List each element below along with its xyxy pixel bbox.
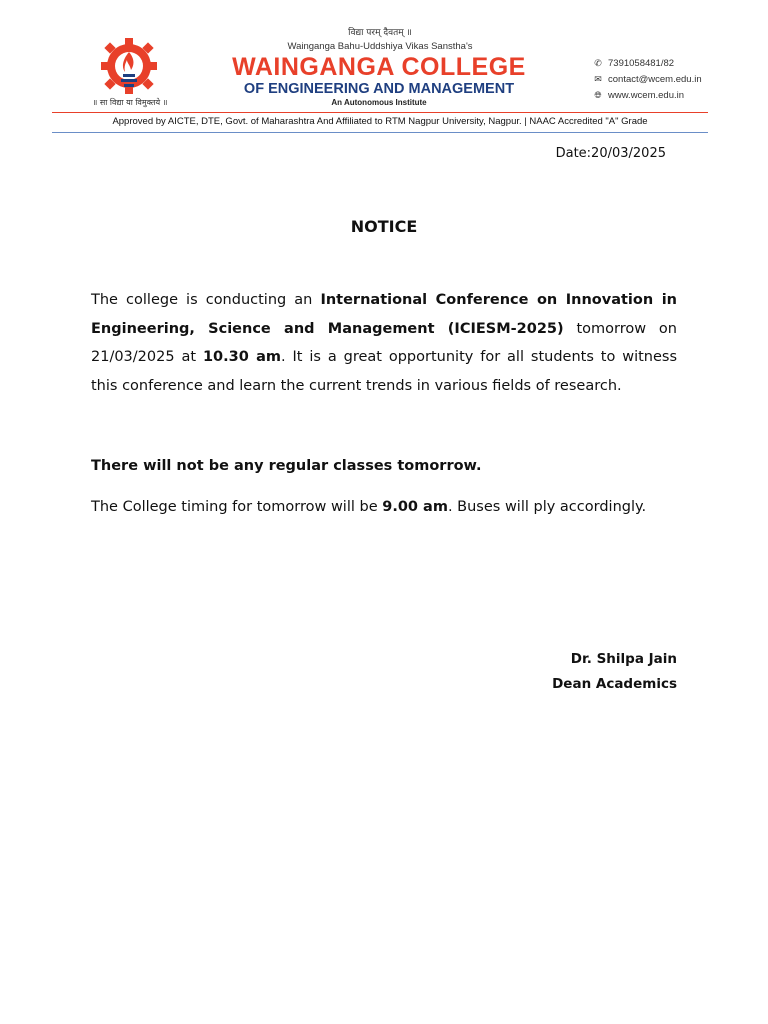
society-name: Wainganga Bahu-Uddshiya Vikas Sanstha's [287,41,473,52]
college-subtitle: OF ENGINEERING AND MANAGEMENT [243,81,515,97]
header-rule-top [52,112,708,113]
timing-statement [91,499,677,515]
contact-website [592,87,732,103]
notice-heading: NOTICE [350,217,418,236]
signatory-name: Dr. Shilpa Jain [570,651,677,667]
accreditation-line: Approved by AICTE, DTE, Govt. of Maharashtra And Affiliated to RTM Nagpur University, Nagpur. | NAAC Accredited "A" Grade [112,116,648,127]
logo-motto: ॥ सा विद्या या विमुक्तये ॥ [92,98,168,107]
email-text[interactable]: contact@wcem.edu.in [608,73,702,85]
conference-name: International Conference on Innovation in Engineering, Science and Management (ICIESM-2025) [91,292,677,337]
contact-block [592,55,732,103]
college-time: 9.00 am [382,499,448,515]
sanskrit-motto: विद्या परम् दैवतम् ॥ [348,28,412,38]
globe-icon: 🌐︎ [594,89,602,100]
no-classes-statement: There will not be any regular classes tomorrow. [91,458,482,474]
college-name: WAINGANGA COLLEGE [232,53,526,81]
para-text-3: . It is a great opportunity for all students to witness this conference and learn the current trends in various fields of research. [91,349,677,394]
timing-text-1: The College timing for tomorrow will be [91,499,383,515]
notice-date: Date:20/03/2025 [555,146,666,161]
para-text-2: tomorrow on 21/03/2025 at [91,320,677,365]
notice-paragraph [91,286,677,400]
phone-icon: ✆ [594,57,602,68]
contact-phone [592,55,732,71]
timing-text-2: . Buses will ply accordingly. [447,499,647,515]
contact-email [592,71,732,87]
college-logo [94,34,164,104]
autonomous-label: An Autonomous Institute [331,98,427,107]
website-text[interactable]: www.wcem.edu.in [608,89,685,101]
signatory-title: Dean Academics [552,676,677,692]
phone-text: 7391058481/82 [608,57,675,69]
letterhead [0,0,768,140]
para-text-1: The college is conducting an [91,292,321,308]
mail-icon: ✉ [594,73,602,84]
conference-time: 10.30 am [202,349,282,365]
header-rule-bottom [52,132,708,133]
